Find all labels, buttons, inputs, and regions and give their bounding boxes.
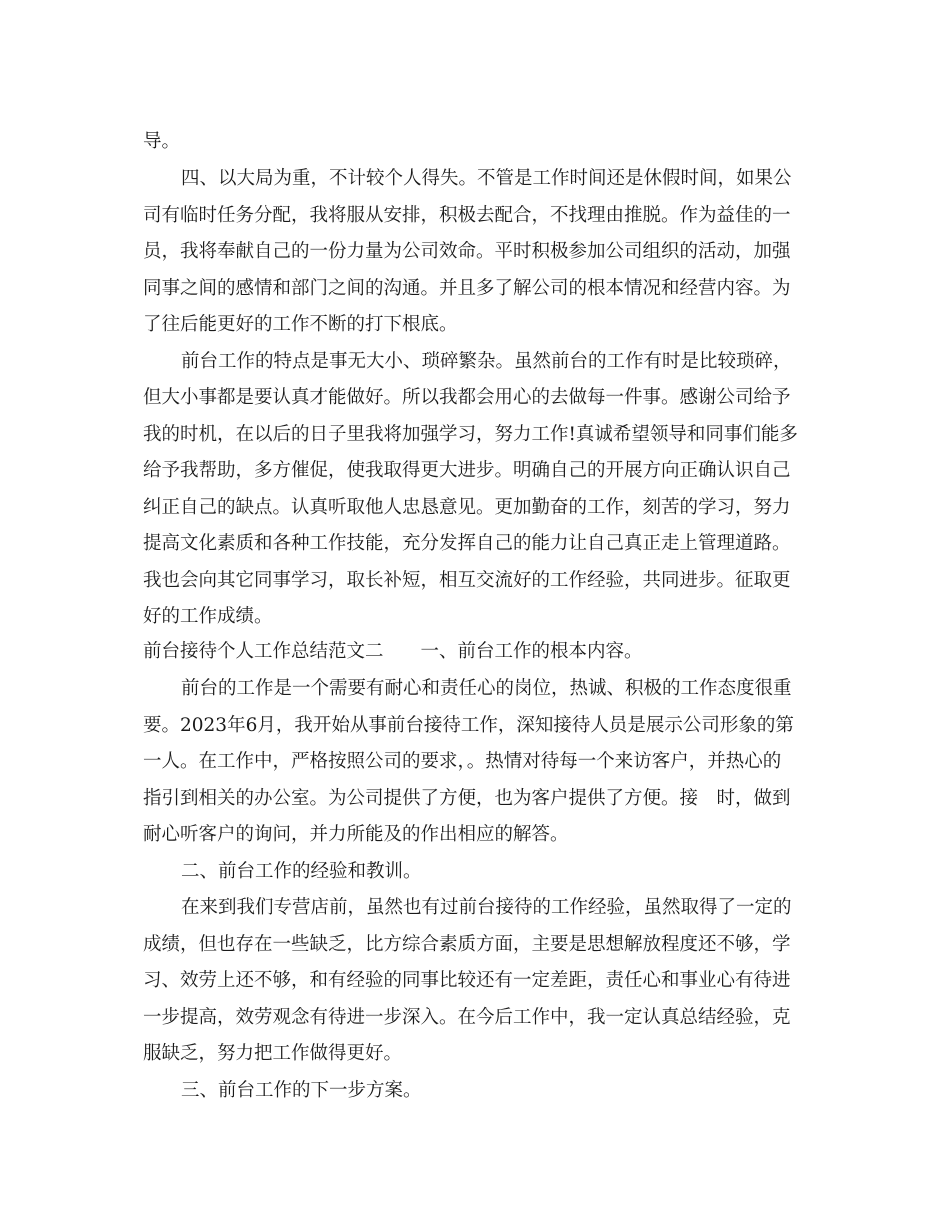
text-line-12: 提高文化素质和各种工作技能，充分发挥自己的能力让自己真正走上管理道路。 [143, 533, 791, 554]
text-line-22: 在来到我们专营店前，虽然也有过前台接待的工作经验，虽然取得了一定的 [181, 897, 792, 918]
text-line-16: 前台的工作是一个需要有耐心和责任心的岗位，热诚、积极的工作态度很重 [181, 678, 792, 699]
section-heading-line: 前台接待个人工作总结范文二 一、前台工作的根本内容。 [143, 641, 643, 662]
text-line-23: 成绩，但也存在一些缺乏，比方综合素质方面，主要是思想解放程度还不够，学 [143, 934, 791, 955]
text-line-7: 前台工作的特点是事无大小、琐碎繁杂。虽然前台的工作有时是比较琐碎， [181, 351, 792, 372]
text-line-2: 四、以大局为重，不计较个人得失。不管是工作时间还是休假时间，如果公 [181, 168, 792, 189]
text-line-19: 指引到相关的办公室。为公司提供了方便，也为客户提供了方便。接 时，做到 [143, 788, 791, 809]
text-line-13: 我也会向其它同事学习，取长补短，相互交流好的工作经验，共同进步。征取更 [143, 570, 791, 591]
text-line-8: 但大小事都是要认真才能做好。所以我都会用心的去做每一件事。感谢公司给予 [143, 387, 791, 408]
text-line-24: 习、效劳上还不够，和有经验的同事比较还有一定差距，责任心和事业心有待进 [143, 970, 791, 991]
text-line-26: 服缺乏，努力把工作做得更好。 [143, 1043, 403, 1064]
subheading-line-2: 二、前台工作的经验和教训。 [181, 861, 422, 882]
subheading-line-3: 三、前台工作的下一步方案。 [181, 1080, 422, 1101]
text-line-6: 了往后能更好的工作不断的打下根底。 [143, 314, 458, 335]
text-line-18: 一人。在工作中，严格按照公司的要求，。热情对待每一个来访客户，并热心的 [143, 751, 782, 772]
text-line-14: 好的工作成绩。 [143, 606, 273, 627]
text-line-10: 给予我帮助，多方催促，使我取得更大进步。明确自己的开展方向正确认识自己 [143, 460, 791, 481]
text-line-11: 纠正自己的缺点。认真听取他人忠恳意见。更加勤奋的工作，刻苦的学习，努力 [143, 497, 791, 518]
text-line-4: 员，我将奉献自己的一份力量为公司效命。平时积极参加公司组织的活动，加强 [143, 241, 791, 262]
text-line-5: 同事之间的感情和部门之间的沟通。并且多了解公司的根本情况和经营内容。为 [143, 278, 791, 299]
text-line-25: 一步提高，效劳观念有待进一步深入。在今后工作中，我一定认真总结经验，克 [143, 1007, 791, 1028]
text-line-20: 耐心听客户的询问，并力所能及的作出相应的解答。 [143, 824, 569, 845]
text-line-9: 我的时机，在以后的日子里我将加强学习，努力工作!真诚希望领导和同事们能多 [143, 424, 798, 445]
text-line-1: 导。 [143, 131, 181, 152]
text-line-3: 司有临时任务分配，我将服从安排，积极去配合，不找理由推脱。作为益佳的一 [143, 205, 791, 226]
text-line-17: 要。2023年6月，我开始从事前台接待工作，深知接待人员是展示公司形象的第 [143, 715, 794, 736]
